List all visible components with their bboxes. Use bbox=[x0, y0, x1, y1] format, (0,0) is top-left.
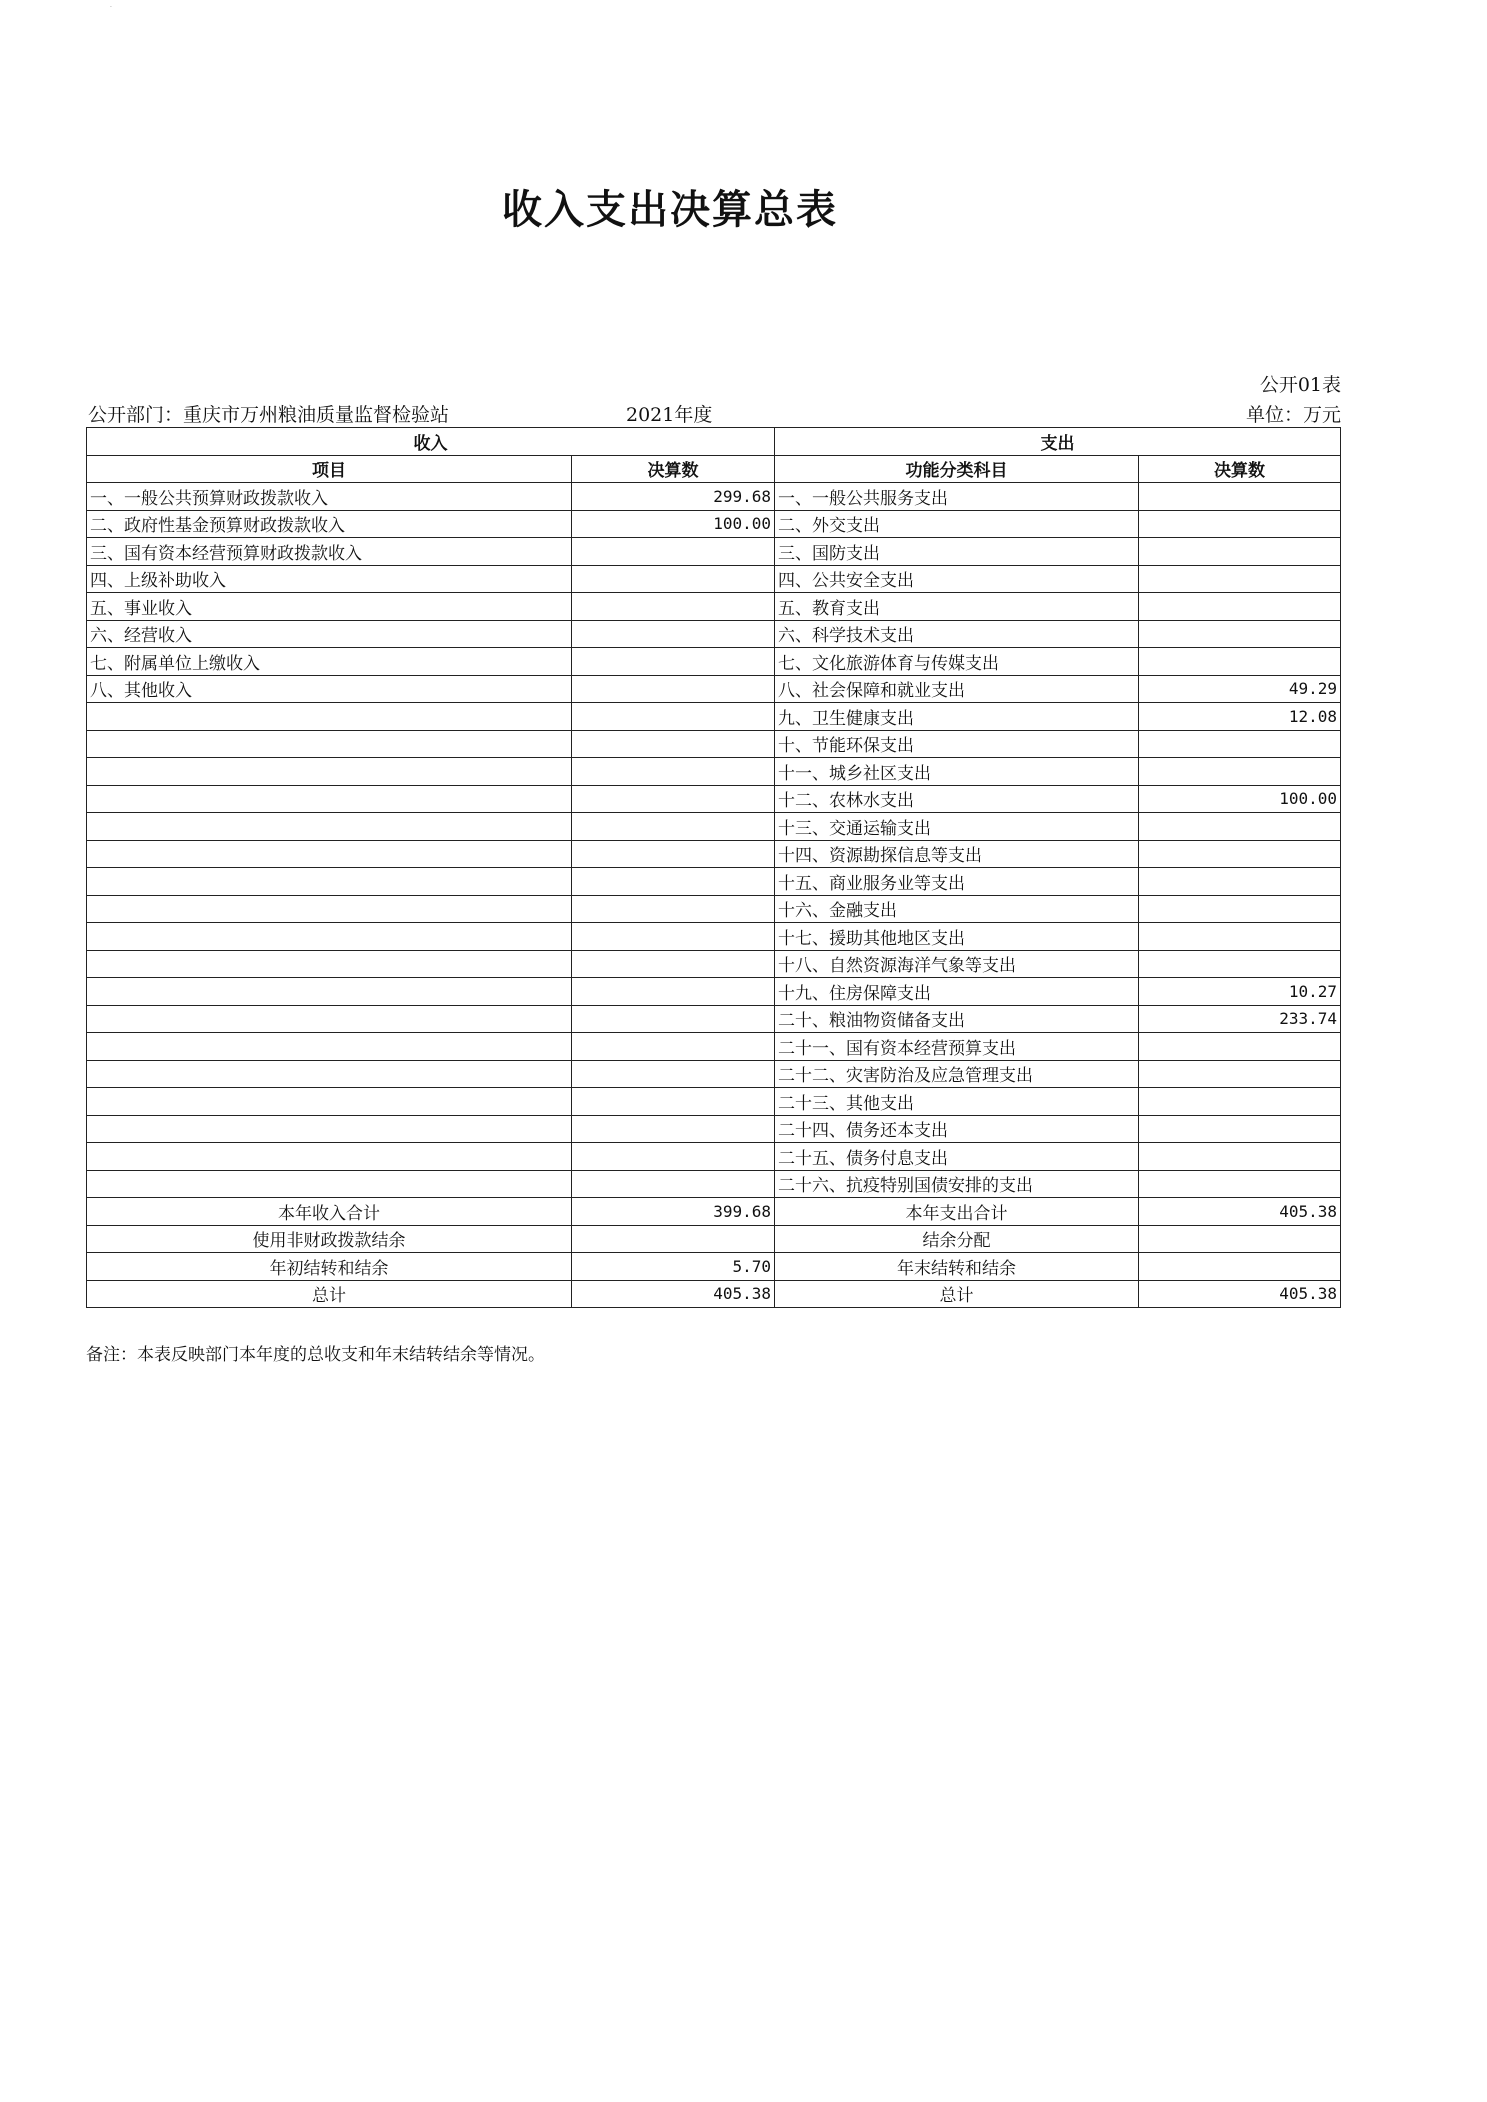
table-body bbox=[87, 483, 1341, 1308]
table-row bbox=[87, 840, 1341, 868]
expense-item-cell: 二十、粮油物资储备支出 bbox=[775, 1005, 1139, 1033]
table-row bbox=[87, 758, 1341, 786]
expense-item-cell: 十九、住房保障支出 bbox=[775, 978, 1139, 1006]
summary-expense-label: 结余分配 bbox=[775, 1225, 1139, 1253]
table-row bbox=[87, 950, 1341, 978]
income-amount-header: 决算数 bbox=[572, 455, 775, 483]
footnote: 备注：本表反映部门本年度的总收支和年末结转结余等情况。 bbox=[86, 1345, 545, 1365]
income-amount-cell bbox=[572, 758, 775, 786]
expense-amount-cell: 100.00 bbox=[1139, 785, 1341, 813]
expense-item-cell: 二十一、国有资本经营预算支出 bbox=[775, 1033, 1139, 1061]
table-row bbox=[87, 538, 1341, 566]
page-title: 收入支出决算总表 bbox=[502, 187, 838, 233]
table-section-header bbox=[87, 428, 1341, 456]
fiscal-year: 2021年度 bbox=[626, 404, 713, 426]
table-row bbox=[87, 675, 1341, 703]
table-row bbox=[87, 620, 1341, 648]
expense-amount-cell bbox=[1139, 538, 1341, 566]
summary-income-amount: 399.68 bbox=[572, 1198, 775, 1226]
income-amount-cell bbox=[572, 648, 775, 676]
expense-amount-cell bbox=[1139, 1170, 1341, 1198]
income-item-cell bbox=[87, 1088, 572, 1116]
summary-expense-label: 年末结转和结余 bbox=[775, 1253, 1139, 1281]
income-amount-cell bbox=[572, 593, 775, 621]
income-item-cell: 六、经营收入 bbox=[87, 620, 572, 648]
expense-item-cell: 二十五、债务付息支出 bbox=[775, 1143, 1139, 1171]
expense-item-cell: 九、卫生健康支出 bbox=[775, 703, 1139, 731]
expense-item-cell: 二十六、抗疫特别国债安排的支出 bbox=[775, 1170, 1139, 1198]
table-row bbox=[87, 703, 1341, 731]
table-row bbox=[87, 1115, 1341, 1143]
summary-row bbox=[87, 1253, 1341, 1281]
expense-amount-cell bbox=[1139, 840, 1341, 868]
expense-item-cell: 二十二、灾害防治及应急管理支出 bbox=[775, 1060, 1139, 1088]
table-row bbox=[87, 1060, 1341, 1088]
scan-mark: · bbox=[110, 4, 112, 11]
expense-item-cell: 十四、资源勘探信息等支出 bbox=[775, 840, 1139, 868]
expense-amount-cell bbox=[1139, 593, 1341, 621]
income-item-cell bbox=[87, 785, 572, 813]
income-item-cell bbox=[87, 978, 572, 1006]
table-row bbox=[87, 1170, 1341, 1198]
income-item-cell bbox=[87, 813, 572, 841]
expense-amount-cell bbox=[1139, 868, 1341, 896]
income-amount-cell bbox=[572, 1005, 775, 1033]
income-amount-cell bbox=[572, 978, 775, 1006]
income-item-cell bbox=[87, 868, 572, 896]
summary-income-amount: 405.38 bbox=[572, 1280, 775, 1308]
expense-amount-cell: 49.29 bbox=[1139, 675, 1341, 703]
expense-amount-cell bbox=[1139, 1060, 1341, 1088]
expense-amount-cell bbox=[1139, 923, 1341, 951]
unit-label: 单位：万元 bbox=[1245, 404, 1341, 426]
summary-row bbox=[87, 1225, 1341, 1253]
income-expense-table bbox=[86, 427, 1341, 1308]
income-amount-cell bbox=[572, 1060, 775, 1088]
income-item-cell bbox=[87, 1170, 572, 1198]
summary-income-label: 本年收入合计 bbox=[87, 1198, 572, 1226]
income-amount-cell bbox=[572, 620, 775, 648]
income-item-cell bbox=[87, 895, 572, 923]
summary-expense-label: 本年支出合计 bbox=[775, 1198, 1139, 1226]
expense-amount-cell bbox=[1139, 1143, 1341, 1171]
expense-amount-cell bbox=[1139, 730, 1341, 758]
table-row bbox=[87, 978, 1341, 1006]
expense-section-header: 支出 bbox=[775, 428, 1341, 456]
expense-category-header: 功能分类科目 bbox=[775, 455, 1139, 483]
income-item-cell bbox=[87, 1143, 572, 1171]
income-amount-cell bbox=[572, 923, 775, 951]
table-row bbox=[87, 813, 1341, 841]
income-amount-cell bbox=[572, 1143, 775, 1171]
summary-expense-amount: 405.38 bbox=[1139, 1280, 1341, 1308]
income-item-cell: 二、政府性基金预算财政拨款收入 bbox=[87, 510, 572, 538]
income-amount-cell bbox=[572, 1170, 775, 1198]
expense-item-cell: 三、国防支出 bbox=[775, 538, 1139, 566]
income-amount-cell bbox=[572, 565, 775, 593]
income-item-cell: 七、附属单位上缴收入 bbox=[87, 648, 572, 676]
income-amount-cell bbox=[572, 703, 775, 731]
income-section-header: 收入 bbox=[87, 428, 775, 456]
income-amount-cell bbox=[572, 950, 775, 978]
income-amount-cell bbox=[572, 1088, 775, 1116]
income-amount-cell bbox=[572, 1033, 775, 1061]
expense-item-cell: 十、节能环保支出 bbox=[775, 730, 1139, 758]
expense-item-cell: 十七、援助其他地区支出 bbox=[775, 923, 1139, 951]
expense-item-cell: 六、科学技术支出 bbox=[775, 620, 1139, 648]
table-row bbox=[87, 1005, 1341, 1033]
expense-amount-cell bbox=[1139, 1088, 1341, 1116]
income-item-cell bbox=[87, 1115, 572, 1143]
summary-income-amount: 5.70 bbox=[572, 1253, 775, 1281]
income-item-cell: 八、其他收入 bbox=[87, 675, 572, 703]
income-amount-cell bbox=[572, 895, 775, 923]
expense-amount-cell: 12.08 bbox=[1139, 703, 1341, 731]
income-amount-cell: 299.68 bbox=[572, 483, 775, 511]
summary-income-label: 使用非财政拨款结余 bbox=[87, 1225, 572, 1253]
expense-item-cell: 二十四、债务还本支出 bbox=[775, 1115, 1139, 1143]
income-item-cell: 一、一般公共预算财政拨款收入 bbox=[87, 483, 572, 511]
expense-amount-cell bbox=[1139, 620, 1341, 648]
income-item-cell bbox=[87, 1033, 572, 1061]
expense-amount-cell bbox=[1139, 1115, 1341, 1143]
expense-amount-header: 决算数 bbox=[1139, 455, 1341, 483]
summary-row bbox=[87, 1280, 1341, 1308]
expense-item-cell: 四、公共安全支出 bbox=[775, 565, 1139, 593]
income-item-cell bbox=[87, 840, 572, 868]
table-column-header bbox=[87, 455, 1341, 483]
expense-amount-cell bbox=[1139, 813, 1341, 841]
income-amount-cell bbox=[572, 675, 775, 703]
income-item-cell bbox=[87, 950, 572, 978]
summary-expense-amount bbox=[1139, 1225, 1341, 1253]
income-amount-cell bbox=[572, 813, 775, 841]
table-row bbox=[87, 895, 1341, 923]
table-row bbox=[87, 593, 1341, 621]
summary-income-label: 年初结转和结余 bbox=[87, 1253, 572, 1281]
expense-item-cell: 二十三、其他支出 bbox=[775, 1088, 1139, 1116]
expense-item-cell: 八、社会保障和就业支出 bbox=[775, 675, 1139, 703]
expense-amount-cell bbox=[1139, 1033, 1341, 1061]
department-label: 公开部门：重庆市万州粮油质量监督检验站 bbox=[88, 404, 450, 426]
income-item-cell bbox=[87, 730, 572, 758]
summary-income-label: 总计 bbox=[87, 1280, 572, 1308]
expense-amount-cell bbox=[1139, 648, 1341, 676]
income-item-cell bbox=[87, 758, 572, 786]
income-amount-cell bbox=[572, 730, 775, 758]
table-row bbox=[87, 648, 1341, 676]
summary-income-amount bbox=[572, 1225, 775, 1253]
income-item-cell: 五、事业收入 bbox=[87, 593, 572, 621]
income-item-cell bbox=[87, 703, 572, 731]
expense-amount-cell bbox=[1139, 483, 1341, 511]
income-item-header: 项目 bbox=[87, 455, 572, 483]
table-row bbox=[87, 565, 1341, 593]
income-amount-cell bbox=[572, 538, 775, 566]
table-row bbox=[87, 483, 1341, 511]
income-item-cell bbox=[87, 1060, 572, 1088]
expense-item-cell: 十一、城乡社区支出 bbox=[775, 758, 1139, 786]
expense-item-cell: 十八、自然资源海洋气象等支出 bbox=[775, 950, 1139, 978]
expense-item-cell: 十五、商业服务业等支出 bbox=[775, 868, 1139, 896]
table-row bbox=[87, 1143, 1341, 1171]
form-number: 公开01表 bbox=[1259, 374, 1341, 396]
expense-item-cell: 十二、农林水支出 bbox=[775, 785, 1139, 813]
table-row bbox=[87, 510, 1341, 538]
income-item-cell: 四、上级补助收入 bbox=[87, 565, 572, 593]
expense-item-cell: 七、文化旅游体育与传媒支出 bbox=[775, 648, 1139, 676]
summary-expense-amount bbox=[1139, 1253, 1341, 1281]
income-amount-cell bbox=[572, 840, 775, 868]
income-item-cell: 三、国有资本经营预算财政拨款收入 bbox=[87, 538, 572, 566]
income-item-cell bbox=[87, 923, 572, 951]
expense-amount-cell: 10.27 bbox=[1139, 978, 1341, 1006]
expense-amount-cell bbox=[1139, 565, 1341, 593]
income-item-cell bbox=[87, 1005, 572, 1033]
income-amount-cell bbox=[572, 1115, 775, 1143]
table-row bbox=[87, 868, 1341, 896]
expense-amount-cell bbox=[1139, 510, 1341, 538]
table-row bbox=[87, 1033, 1341, 1061]
summary-row bbox=[87, 1198, 1341, 1226]
summary-expense-amount: 405.38 bbox=[1139, 1198, 1341, 1226]
expense-item-cell: 十六、金融支出 bbox=[775, 895, 1139, 923]
table-row bbox=[87, 923, 1341, 951]
expense-item-cell: 一、一般公共服务支出 bbox=[775, 483, 1139, 511]
expense-amount-cell: 233.74 bbox=[1139, 1005, 1341, 1033]
table-row bbox=[87, 785, 1341, 813]
summary-expense-label: 总计 bbox=[775, 1280, 1139, 1308]
expense-item-cell: 五、教育支出 bbox=[775, 593, 1139, 621]
income-amount-cell: 100.00 bbox=[572, 510, 775, 538]
expense-amount-cell bbox=[1139, 895, 1341, 923]
expense-amount-cell bbox=[1139, 950, 1341, 978]
expense-item-cell: 十三、交通运输支出 bbox=[775, 813, 1139, 841]
income-amount-cell bbox=[572, 785, 775, 813]
expense-amount-cell bbox=[1139, 758, 1341, 786]
table-row bbox=[87, 730, 1341, 758]
income-amount-cell bbox=[572, 868, 775, 896]
expense-item-cell: 二、外交支出 bbox=[775, 510, 1139, 538]
table-row bbox=[87, 1088, 1341, 1116]
